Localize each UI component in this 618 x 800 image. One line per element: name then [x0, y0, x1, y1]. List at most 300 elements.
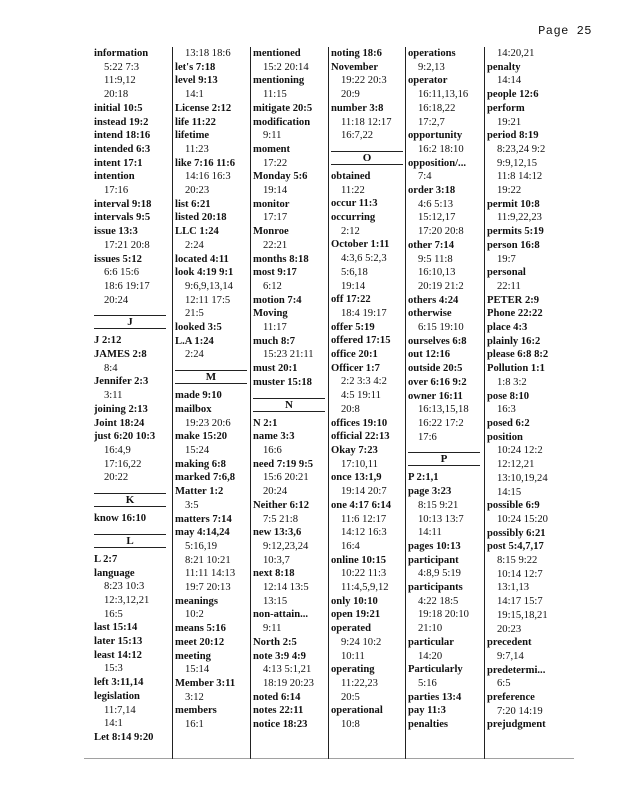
index-term: must 20:1 [253, 363, 298, 375]
index-term: meet 20:12 [175, 636, 225, 648]
index-term: look 4:19 9:1 [175, 267, 234, 279]
index-term: predetermi... [487, 664, 546, 676]
page-line-reference: 4:5 19:11 [341, 390, 381, 402]
page-line-reference: 6:15 19:10 [418, 322, 464, 334]
index-term: Neither 6:12 [253, 499, 309, 511]
index-term: office 20:1 [331, 349, 378, 361]
page-line-reference: 17:21 20:8 [104, 239, 150, 251]
index-term: offer 5:19 [331, 321, 375, 333]
index-term: posed 6:2 [487, 417, 530, 429]
index-term: meanings [175, 595, 218, 607]
page-line-reference: 13:15 [263, 595, 288, 607]
page-line-reference: 16:2 18:10 [418, 143, 464, 155]
page-line-reference: 22:11 [497, 280, 521, 292]
page-line-reference: 20:8 [341, 403, 360, 415]
page-line-reference: 20:24 [263, 486, 288, 498]
index-term: list 6:21 [175, 198, 211, 210]
page-line-reference: 6:5 [497, 678, 511, 690]
index-term: intent 17:1 [94, 157, 143, 169]
page-line-reference: 14:11 [418, 527, 442, 539]
page-line-reference: 14:12 16:3 [341, 527, 387, 539]
page-line-reference: 9:6,9,13,14 [185, 280, 233, 292]
index-term: out 12:16 [408, 349, 451, 361]
index-term: operations [408, 48, 456, 59]
index-term: pose 8:10 [487, 390, 530, 402]
index-term: owner 16:11 [408, 390, 463, 402]
page-line-reference: 15:14 [185, 664, 210, 676]
index-term: noting 18:6 [331, 48, 382, 59]
page-line-reference: 19:21 [497, 116, 522, 128]
page-line-reference: 13:1,13 [497, 582, 530, 594]
page-line-reference: 17:6 [418, 431, 437, 443]
page-line-reference: 4:8,9 5:19 [418, 568, 461, 580]
index-term: muster 15:18 [253, 376, 312, 388]
section-letter: K [94, 493, 166, 507]
index-term: post 5:4,7,17 [487, 541, 544, 553]
page-line-reference: 19:14 [263, 185, 288, 197]
page-line-reference: 16:4 [341, 540, 360, 552]
index-term: L.A 1:24 [175, 335, 214, 347]
page-line-reference: 11:17 [263, 322, 287, 334]
index-term: page 3:23 [408, 486, 452, 498]
index-column-5 [408, 47, 486, 759]
section-letter: N [253, 398, 325, 412]
index-term: preference [487, 692, 535, 704]
page-line-reference: 11:9,22,23 [497, 212, 542, 224]
index-term: note 3:9 4:9 [253, 650, 306, 662]
page-line-reference: 15:23 21:11 [263, 349, 314, 361]
page-line-reference: 11:4,5,9,12 [341, 582, 389, 594]
page-line-reference: 16:13,15,18 [418, 404, 469, 416]
index-term: operating [331, 664, 375, 676]
index-term: months 8:18 [253, 253, 309, 265]
index-term: participant [408, 554, 459, 566]
page-line-reference: 7:5 21:8 [263, 513, 299, 525]
letter-section-header [331, 143, 409, 170]
index-term: Moving [253, 308, 288, 320]
page-line-reference: 10:13 13:7 [418, 513, 464, 525]
page-number: Page 25 [538, 24, 592, 38]
index-term: operational [331, 705, 383, 717]
index-term: Phone 22:22 [487, 308, 543, 320]
page-line-reference: 18:19 20:23 [263, 677, 314, 689]
index-term: prejudgment [487, 719, 546, 731]
page-line-reference: 5:22 7:3 [104, 61, 140, 73]
page-line-reference: 14:20,21 [497, 48, 535, 59]
page-line-reference: 19:18 20:10 [418, 609, 469, 621]
letter-section-header [94, 307, 172, 334]
page-line-reference: 20:9 [341, 89, 360, 101]
page-line-reference: 2:24 [185, 239, 204, 251]
page-line-reference: 9:12,23,24 [263, 540, 309, 552]
index-term: once 13:1,9 [331, 472, 382, 484]
page-line-reference: 16:10,13 [418, 267, 456, 279]
index-term: least 14:12 [94, 649, 142, 661]
page-line-reference: 12:14 13:5 [263, 582, 309, 594]
page-line-reference: 4:6 5:13 [418, 198, 454, 210]
index-term: occur 11:3 [331, 198, 378, 210]
page-line-reference: 10:3,7 [263, 554, 290, 566]
page-line-reference: 16:1 [185, 719, 204, 731]
index-term: people 12:6 [487, 89, 539, 101]
page-line-reference: 16:7,22 [341, 130, 374, 142]
index-term: License 2:12 [175, 102, 232, 114]
index-term: need 7:19 9:5 [253, 458, 314, 470]
page-line-reference: 11:8 14:12 [497, 171, 543, 183]
index-column-6 [487, 47, 573, 759]
index-term: level 9:13 [175, 75, 218, 87]
index-term: J 2:12 [94, 335, 122, 347]
index-term: offered 17:15 [331, 335, 391, 347]
index-term: precedent [487, 637, 532, 649]
index-term: Let 8:14 9:20 [94, 731, 154, 743]
page-line-reference: 5:6,18 [341, 266, 368, 278]
page-line-reference: 11:15 [263, 89, 287, 101]
index-term: outside 20:5 [408, 363, 463, 375]
page-line-reference: 2:12 [341, 225, 360, 237]
index-term: noted 6:14 [253, 691, 301, 703]
page-line-reference: 17:2,7 [418, 116, 445, 128]
index-term: listed 20:18 [175, 212, 227, 224]
page-line-reference: 3:5 [185, 499, 199, 511]
index-term: one 4:17 6:14 [331, 499, 392, 511]
index-term: others 4:24 [408, 294, 459, 306]
page-line-reference: 10:24 15:20 [497, 513, 548, 525]
index-term: obtained [331, 170, 371, 182]
page-line-reference: 15:6 20:21 [263, 472, 309, 484]
page-line-reference: 9:11 [263, 130, 282, 142]
index-term: Matter 1:2 [175, 486, 224, 498]
page-line-reference: 6:6 15:6 [104, 267, 140, 279]
letter-section-header [175, 362, 253, 389]
page-line-reference: 11:7,14 [104, 704, 136, 716]
letter-section-header [408, 444, 486, 471]
index-term: language [94, 567, 135, 579]
index-term: issue 13:3 [94, 226, 138, 238]
index-term: information [94, 48, 149, 59]
index-term: intention [94, 171, 135, 183]
page-line-reference: 20:24 [104, 294, 129, 306]
index-column-3 [253, 47, 331, 759]
page-line-reference: 6:12 [263, 280, 282, 292]
index-term: occurring [331, 212, 376, 224]
page-line-reference: 10:24 12:2 [497, 445, 543, 457]
index-term: later 15:13 [94, 636, 143, 648]
page-line-reference: 7:20 14:19 [497, 705, 543, 717]
index-term: joining 2:13 [94, 403, 148, 415]
page-line-reference: 19:14 [341, 280, 366, 292]
page-line-reference: 1:8 3:2 [497, 376, 527, 388]
index-term: perform [487, 102, 525, 114]
index-term: otherwise [408, 308, 452, 320]
page-line-reference: 9:2,13 [418, 61, 445, 73]
page-line-reference: 10:11 [341, 650, 365, 662]
index-term: particular [408, 636, 454, 648]
index-term: other 7:14 [408, 239, 454, 251]
index-term: next 8:18 [253, 568, 295, 580]
index-term: issues 5:12 [94, 253, 142, 265]
page-line-reference: 14:14 [497, 75, 522, 87]
page-line-reference: 20:23 [185, 185, 210, 197]
page-line-reference: 11:23 [185, 143, 209, 155]
index-term: Monday 5:6 [253, 171, 308, 183]
page-line-reference: 15:3 [104, 663, 123, 675]
page-line-reference: 11:6 12:17 [341, 513, 387, 525]
index-term: much 8:7 [253, 335, 296, 347]
index-term: let's 7:18 [175, 61, 216, 73]
index-term: Particularly [408, 664, 463, 676]
index-term: LLC 1:24 [175, 226, 219, 238]
index-term: possibly 6:21 [487, 527, 546, 539]
page-line-reference: 19:7 [497, 253, 516, 265]
index-term: make 15:20 [175, 431, 228, 443]
page-line-reference: 21:5 [185, 308, 204, 320]
index-term: plainly 16:2 [487, 335, 541, 347]
index-term: operated [331, 623, 372, 635]
index-term: off 17:22 [331, 294, 371, 306]
page-line-reference: 16:6 [263, 444, 282, 456]
page-line-reference: 7:4 [418, 171, 432, 183]
page-line-reference: 3:12 [185, 691, 204, 703]
page-line-reference: 19:22 [497, 185, 522, 197]
index-term: looked 3:5 [175, 322, 222, 334]
letter-section-header [94, 526, 172, 553]
index-term: official 22:13 [331, 431, 390, 443]
page-line-reference: 20:19 21:2 [418, 280, 464, 292]
page-line-reference: 17:16,22 [104, 458, 142, 470]
page-line-reference: 9:5 11:8 [418, 253, 453, 265]
index-term: online 10:15 [331, 554, 387, 566]
index-term: just 6:20 10:3 [94, 431, 156, 443]
index-term: know 16:10 [94, 513, 147, 525]
page-line-reference: 17:10,11 [341, 458, 378, 470]
page-line-reference: 16:5 [104, 608, 123, 620]
index-term: modification [253, 116, 311, 128]
page-line-reference: 4:22 18:5 [418, 595, 459, 607]
page-line-reference: 16:22 17:2 [418, 417, 464, 429]
page-line-reference: 11:18 12:17 [341, 116, 392, 128]
index-term: notice 18:23 [253, 719, 308, 731]
page-line-reference: 4:3,6 5:2,3 [341, 253, 387, 265]
page-line-reference: 11:22,23 [341, 677, 378, 689]
page-line-reference: 19:14 20:7 [341, 486, 387, 498]
word-index-grid [94, 47, 572, 759]
page-line-reference: 12:11 17:5 [185, 294, 231, 306]
page-line-reference: 11:11 14:13 [185, 568, 236, 580]
page-line-reference: 17:20 20:8 [418, 226, 464, 238]
index-term: may 4:14,24 [175, 527, 230, 539]
index-term: Pollution 1:1 [487, 363, 545, 375]
index-term: name 3:3 [253, 431, 295, 443]
index-term: intervals 9:5 [94, 212, 151, 224]
index-term: mentioned [253, 48, 301, 59]
page-line-reference: 2:24 [185, 349, 204, 361]
page-line-reference: 21:10 [418, 623, 443, 635]
page-line-reference: 16:3 [497, 404, 516, 416]
section-letter: P [408, 452, 480, 466]
page-line-reference: 8:15 9:22 [497, 555, 538, 567]
page-line-reference: 14:1 [185, 89, 204, 101]
index-term: meeting [175, 650, 211, 662]
index-term: place 4:3 [487, 322, 528, 334]
index-term: Member 3:11 [175, 677, 236, 689]
page-line-reference: 9:11 [263, 623, 282, 635]
index-term: number 3:8 [331, 102, 384, 114]
page-line-reference: 14:1 [104, 718, 123, 730]
index-term: penalties [408, 719, 449, 731]
page-line-reference: 12:3,12,21 [104, 594, 150, 606]
index-column-2 [175, 47, 253, 759]
page-line-reference: 14:15 [497, 486, 522, 498]
page-line-reference: 20:18 [104, 89, 129, 101]
index-term: only 10:10 [331, 595, 378, 607]
index-term: order 3:18 [408, 185, 456, 197]
page-line-reference: 18:6 19:17 [104, 280, 150, 292]
page-line-reference: 17:22 [263, 157, 288, 169]
index-term: motion 7:4 [253, 294, 302, 306]
page-line-reference: 20:5 [341, 691, 360, 703]
page-line-reference: 9:9,12,15 [497, 157, 538, 169]
page-line-reference: 14:16 16:3 [185, 171, 231, 183]
index-term: permits 5:19 [487, 226, 544, 238]
index-term: monitor [253, 198, 290, 210]
section-letter: L [94, 534, 166, 548]
page-line-reference: 8:4 [104, 362, 118, 374]
page-line-reference: 19:15,18,21 [497, 609, 548, 621]
page-line-reference: 10:8 [341, 719, 360, 731]
index-term: personal [487, 267, 526, 279]
index-column-1 [94, 47, 172, 759]
page-line-reference: 15:2 20:14 [263, 61, 309, 73]
index-term: mailbox [175, 403, 212, 415]
index-term: PETER 2:9 [487, 294, 540, 306]
page-line-reference: 13:10,19,24 [497, 472, 548, 484]
index-term: life 11:22 [175, 116, 216, 128]
index-term: Monroe [253, 226, 289, 238]
index-term: mentioning [253, 75, 305, 87]
index-term: moment [253, 143, 291, 155]
index-term: North 2:5 [253, 636, 297, 648]
index-term: opportunity [408, 130, 463, 142]
page-line-reference: 8:21 10:21 [185, 554, 231, 566]
page-line-reference: 19:23 20:6 [185, 417, 231, 429]
index-term: members [175, 705, 217, 717]
page-line-reference: 5:16,19 [185, 540, 218, 552]
index-term: participants [408, 582, 463, 594]
page-line-reference: 16:18,22 [418, 102, 456, 114]
page-line-reference: 15:24 [185, 444, 210, 456]
page-line-reference: 16:4,9 [104, 444, 131, 456]
index-term: Jennifer 2:3 [94, 376, 149, 388]
index-term: JAMES 2:8 [94, 349, 147, 361]
page-line-reference: 9:7,14 [497, 650, 524, 662]
page-line-reference: 17:17 [263, 212, 288, 224]
page-line-reference: 14:20 [418, 650, 443, 662]
page-line-reference: 17:16 [104, 185, 129, 197]
index-term: most 9:17 [253, 267, 297, 279]
index-term: non-attain... [253, 609, 309, 621]
index-term: person 16:8 [487, 239, 540, 251]
page-line-reference: 8:23,24 9:2 [497, 143, 546, 155]
page-line-reference: 8:15 9:21 [418, 499, 459, 511]
index-term: means 5:16 [175, 623, 226, 635]
index-term: operator [408, 75, 448, 87]
index-term: instead 19:2 [94, 116, 149, 128]
index-term: L 2:7 [94, 553, 118, 565]
page-line-reference: 8:23 10:3 [104, 581, 145, 593]
page-line-reference: 9:24 10:2 [341, 636, 382, 648]
page-line-reference: 20:22 [104, 472, 129, 484]
letter-section-header [253, 390, 331, 417]
section-letter: O [331, 151, 403, 165]
index-term: open 19:21 [331, 609, 381, 621]
index-term: made 9:10 [175, 390, 222, 402]
index-term: new 13:3,6 [253, 527, 302, 539]
index-column-4 [331, 47, 409, 759]
section-letter: M [175, 370, 247, 384]
index-term: permit 10:8 [487, 198, 540, 210]
page-line-reference: 10:2 [185, 609, 204, 621]
page-line-reference: 19:22 20:3 [341, 75, 387, 87]
index-term: opposition/... [408, 157, 466, 169]
index-term: October 1:11 [331, 239, 390, 251]
page-line-reference: 5:16 [418, 677, 437, 689]
index-term: N 2:1 [253, 417, 278, 429]
page-line-reference: 2:2 3:3 4:2 [341, 376, 387, 388]
index-term: parties 13:4 [408, 691, 462, 703]
page-line-reference: 18:4 19:17 [341, 307, 387, 319]
index-term: Okay 7:23 [331, 444, 378, 456]
index-term: legislation [94, 690, 140, 702]
index-term: notes 22:11 [253, 705, 304, 717]
page-line-reference: 4:13 5:1,21 [263, 664, 312, 676]
page-line-reference: 3:11 [104, 390, 123, 402]
index-term: left 3:11,14 [94, 677, 144, 689]
page-line-reference: 22:21 [263, 239, 288, 251]
index-term: interval 9:18 [94, 198, 152, 210]
index-term: making 6:8 [175, 458, 226, 470]
index-term: matters 7:14 [175, 513, 232, 525]
page-line-reference: 13:18 18:6 [185, 48, 231, 59]
index-term: Officer 1:7 [331, 362, 380, 374]
index-term: November [331, 61, 379, 73]
letter-section-header [94, 485, 172, 512]
index-term: like 7:16 11:6 [175, 157, 236, 169]
page-line-reference: 15:12,17 [418, 212, 456, 224]
index-term: Joint 18:24 [94, 417, 145, 429]
page-line-reference: 11:9,12 [104, 75, 136, 87]
index-term: possible 6:9 [487, 500, 540, 512]
index-term: initial 10:5 [94, 102, 143, 114]
index-term: intend 18:16 [94, 130, 151, 142]
index-term: offices 19:10 [331, 417, 388, 429]
section-letter: J [94, 315, 166, 329]
index-term: located 4:11 [175, 253, 229, 265]
page-line-reference: 10:22 11:3 [341, 568, 387, 580]
index-term: intended 6:3 [94, 143, 151, 155]
index-term: pay 11:3 [408, 705, 446, 717]
index-term: last 15:14 [94, 622, 138, 634]
index-term: marked 7:6,8 [175, 472, 236, 484]
index-term: ourselves 6:8 [408, 335, 467, 347]
index-term: please 6:8 8:2 [487, 349, 549, 361]
index-term: period 8:19 [487, 130, 539, 142]
index-term: mitigate 20:5 [253, 102, 313, 114]
index-term: position [487, 431, 523, 443]
page-line-reference: 14:17 15:7 [497, 596, 543, 608]
page-line-reference: 11:22 [341, 184, 365, 196]
index-term: over 6:16 9:2 [408, 376, 467, 388]
